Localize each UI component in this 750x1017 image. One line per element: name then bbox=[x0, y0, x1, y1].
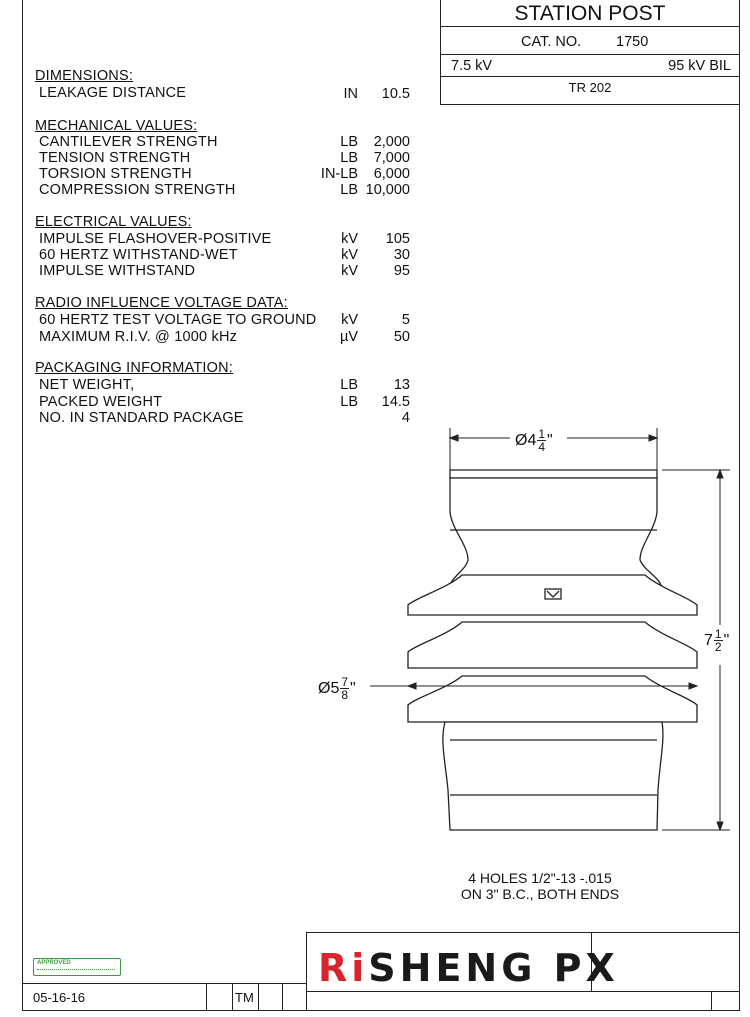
spec-value: 50 bbox=[393, 329, 410, 345]
spec-label: MAXIMUM R.I.V. @ 1000 kHz bbox=[39, 329, 238, 345]
top-dimension bbox=[450, 428, 657, 470]
footer-top-line bbox=[22, 983, 307, 984]
spec-value: 5 bbox=[401, 312, 410, 328]
mounting-note-line1: 4 HOLES 1/2"-13 -.015 bbox=[468, 870, 612, 886]
height-label: 7 1 2 " bbox=[704, 627, 730, 654]
spec-label: IMPULSE WITHSTAND bbox=[39, 263, 196, 279]
spec-value: 4 bbox=[401, 410, 410, 426]
spec-unit: kV bbox=[341, 263, 358, 279]
spec-unit: kV bbox=[341, 231, 358, 247]
spec-label: IMPULSE FLASHOVER-POSITIVE bbox=[39, 231, 272, 247]
spec-value: 10,000 bbox=[365, 182, 410, 198]
spec-value: 14.5 bbox=[381, 394, 410, 410]
spec-label: TENSION STRENGTH bbox=[39, 150, 191, 166]
spec-unit: LB bbox=[340, 182, 358, 198]
spec-label: 60 HERTZ TEST VOLTAGE TO GROUND bbox=[39, 312, 317, 328]
upper-body bbox=[450, 478, 662, 590]
spec-unit: µV bbox=[339, 329, 358, 345]
brand-logo bbox=[318, 946, 619, 990]
spec-value: 10.5 bbox=[381, 86, 410, 102]
spec-label: COMPRESSION STRENGTH bbox=[39, 182, 236, 198]
spec-unit: IN bbox=[343, 86, 358, 102]
approved-label: APPROVED bbox=[37, 960, 71, 966]
mid-diameter-label: Ø 5 7 8 " bbox=[318, 675, 356, 702]
spec-value: 105 bbox=[385, 231, 410, 247]
title-text: STATION POST bbox=[514, 2, 666, 25]
spec-unit: LB bbox=[340, 150, 358, 166]
brand-dark-part: SHENG PX bbox=[368, 946, 619, 990]
spec-unit: LB bbox=[340, 134, 358, 150]
tr-number: TR 202 bbox=[568, 80, 612, 95]
footer-divider bbox=[206, 983, 207, 1010]
bil-rating: 95 kV BIL bbox=[668, 58, 731, 74]
mounting-note-line2: ON 3" B.C., BOTH ENDS bbox=[460, 886, 620, 902]
spec-label: 60 HERTZ WITHSTAND-WET bbox=[39, 247, 238, 263]
spec-unit: kV bbox=[341, 312, 358, 328]
spec-label: TORSION STRENGTH bbox=[39, 166, 192, 182]
footer-divider bbox=[282, 983, 283, 1010]
spec-label: PACKED WEIGHT bbox=[39, 394, 163, 410]
spec-unit: kV bbox=[341, 247, 358, 263]
section-header-electrical: ELECTRICAL VALUES: bbox=[35, 214, 192, 230]
section-header-riv: RADIO INFLUENCE VOLTAGE DATA: bbox=[35, 295, 288, 311]
spec-value: 30 bbox=[393, 247, 410, 263]
spec-value: 6,000 bbox=[373, 166, 410, 182]
lower-skirt bbox=[408, 676, 697, 722]
spec-label: CANTILEVER STRENGTH bbox=[39, 134, 218, 150]
spec-value: 7,000 bbox=[373, 150, 410, 166]
drawing-date: 05-16-16 bbox=[33, 990, 86, 1005]
approved-stamp bbox=[33, 958, 121, 976]
spec-unit: LB bbox=[340, 394, 358, 410]
spec-value: 95 bbox=[393, 263, 410, 279]
footer-divider bbox=[232, 983, 233, 1010]
section-header-mechanical: MECHANICAL VALUES: bbox=[35, 118, 198, 134]
spec-label: LEAKAGE DISTANCE bbox=[39, 85, 187, 101]
spec-value: 13 bbox=[393, 377, 410, 393]
cat-label: CAT. NO. bbox=[521, 34, 582, 50]
footer-divider bbox=[258, 983, 259, 1010]
spec-unit: IN-LB bbox=[320, 166, 358, 182]
middle-skirt bbox=[408, 622, 697, 668]
lower-body bbox=[443, 722, 663, 830]
spec-label: NET WEIGHT, bbox=[39, 377, 135, 393]
section-header-dimensions: DIMENSIONS: bbox=[35, 68, 134, 84]
voltage-rating: 7.5 kV bbox=[451, 58, 493, 74]
spec-value: 2,000 bbox=[373, 134, 410, 150]
drafter-initials: TM bbox=[235, 990, 254, 1005]
brand-red-part: Ri bbox=[318, 946, 369, 990]
top-diameter-label: Ø 4 1 4 " bbox=[515, 427, 553, 454]
top-cap bbox=[450, 470, 657, 478]
section-header-packaging: PACKAGING INFORMATION: bbox=[35, 360, 234, 376]
spec-label: NO. IN STANDARD PACKAGE bbox=[39, 410, 244, 426]
spec-unit: LB bbox=[340, 377, 358, 393]
cat-number: 1750 bbox=[616, 34, 649, 50]
